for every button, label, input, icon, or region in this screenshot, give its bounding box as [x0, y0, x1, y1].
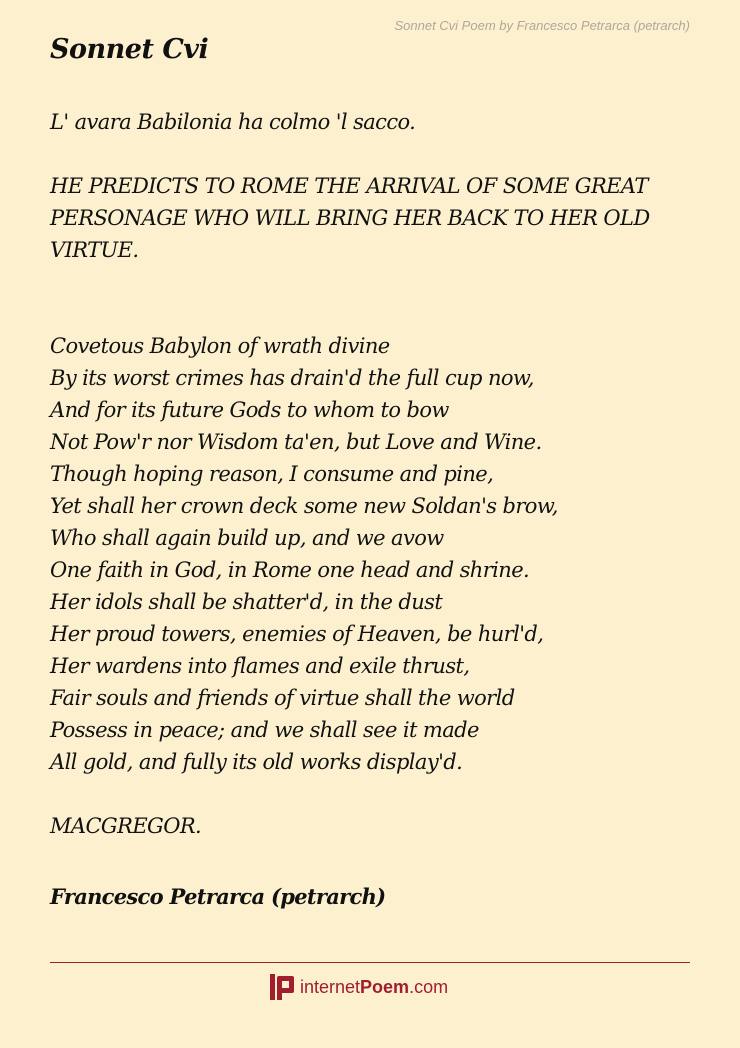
poem-line: Possess in peace; and we shall see it made: [50, 718, 479, 742]
poem-line: Though hoping reason, I consume and pine,: [50, 462, 494, 486]
footer-divider: [50, 962, 690, 963]
header-credit[interactable]: Sonnet Cvi Poem by Francesco Petrarca (petrarch): [394, 18, 690, 33]
poem-line: Her idols shall be shatter'd, in the dust: [50, 590, 443, 614]
poem-line: HE PREDICTS TO ROME THE ARRIVAL OF SOME GREAT PERSONAGE WHO WILL BRING HER BACK TO HER OLD VIRTUE.: [50, 174, 650, 262]
poem-line: MACGREGOR.: [50, 814, 202, 838]
poem-line: Not Pow'r nor Wisdom ta'en, but Love and Wine.: [50, 430, 542, 454]
poem-title: Sonnet Cvi: [50, 34, 209, 65]
brand-bold: Poem: [360, 976, 410, 997]
poem-line: Yet shall her crown deck some new Soldan's brow,: [50, 494, 558, 518]
poem-line: One faith in God, in Rome one head and shrine.: [50, 558, 530, 582]
poem-blank-line: [50, 138, 700, 170]
brand-link[interactable]: [270, 974, 448, 1000]
poem-line: All gold, and fully its old works display'd.: [50, 750, 463, 774]
poem-line: Who shall again build up, and we avow: [50, 526, 444, 550]
poem-line: And for its future Gods to whom to bow: [50, 398, 449, 422]
poem-line: Her proud towers, enemies of Heaven, be hurl'd,: [50, 622, 544, 646]
poem-blank-line: [50, 298, 700, 330]
poem-line: By its worst crimes has drain'd the full cup now,: [50, 366, 534, 390]
poem-author[interactable]: Francesco Petrarca (petrarch): [50, 884, 386, 909]
poem-blank-line: [50, 266, 700, 298]
poem-line: Covetous Babylon of wrath divine: [50, 334, 390, 358]
poem-line: L' avara Babilonia ha colmo 'l sacco.: [50, 110, 416, 134]
ip-logo-icon: [270, 974, 294, 1000]
poem-line: Her wardens into flames and exile thrust,: [50, 654, 470, 678]
poem-body: [50, 106, 700, 842]
brand-suffix: .com: [409, 976, 449, 997]
poem-blank-line: [50, 778, 700, 810]
poem-line: Fair souls and friends of virtue shall the world: [50, 686, 515, 710]
brand-prefix: internet: [300, 976, 361, 997]
